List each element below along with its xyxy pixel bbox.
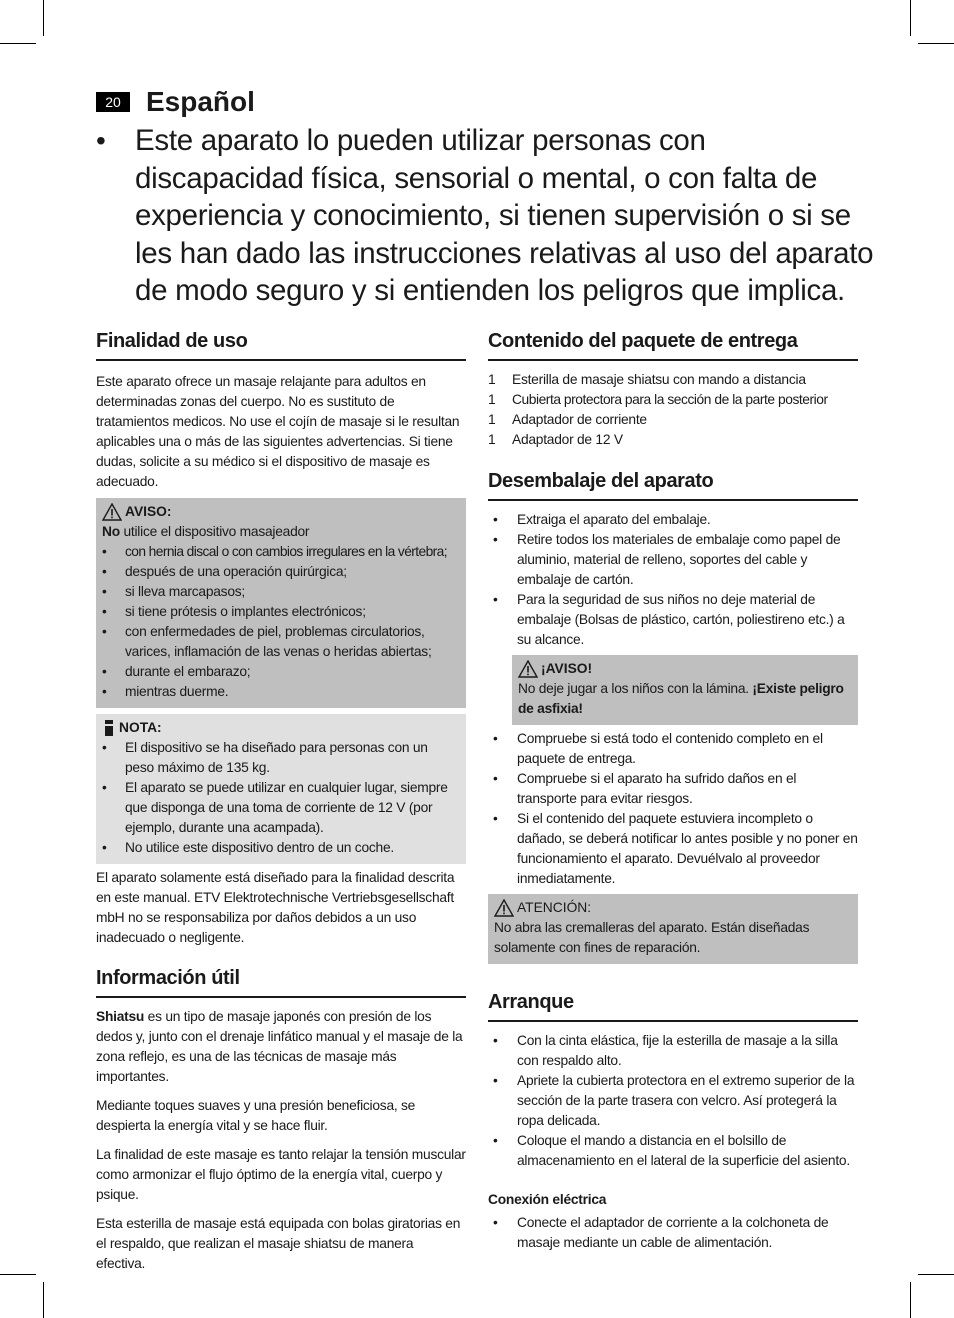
page-number: 20 [96,92,130,112]
section-title-unpacking: Desembalaje del aparato [488,468,858,501]
item-text: Adaptador de 12 V [512,432,623,447]
unpack-list [488,510,858,650]
list-item: • No utilice este dispositivo dentro de un coche. [102,838,460,858]
list-item: • El dispositivo se ha diseñado para personas con un peso máximo de 135 kg. [102,738,460,778]
bullet-dot: • [96,125,106,156]
aviso-lead-rest: utilice el dispositivo masajeador [119,524,310,539]
list-item [488,430,858,450]
section-title-purpose: Finalidad de uso [96,328,466,361]
shiatsu-bold: Shiatsu [96,1009,145,1024]
useful-paragraph: La finalidad de este masaje es tanto relajar la tensión muscular como armonizar el flujo óptimo de la energía vital, cuerpo y psique. [96,1147,466,1202]
aviso-lead-bold: No [102,524,120,539]
item-quantity: 1 [488,412,496,427]
list-item: • Si el contenido del paquete estuviera incompleto o dañado, se deberá notificar lo antes posible y no poner en funcionamiento el aparato. Devuélvalo al proveedor inmediatamente. [488,809,858,889]
atencion-heading [494,898,852,918]
list-item: • con hernia discal o con cambios irregulares en la vértebra; [102,542,460,562]
useful-paragraph: Mediante toques suaves y una presión beneficiosa, se despierta la energía vital y se hace fluir. [96,1098,416,1133]
list-item: • El aparato se puede utilizar en cualquier lugar, siempre que disponga de una toma de corriente de 12 V (por ejemplo, durante una acampada). [102,778,460,838]
left-column [96,328,466,1274]
list-item: • si lleva marcapasos; [102,582,460,602]
aviso-asfixia-text [518,679,852,719]
crop-mark [0,1274,36,1275]
info-icon [102,719,116,737]
power-connection-list [488,1213,858,1253]
crop-mark [918,43,954,44]
intro-bullet-text: Este aparato lo pueden utilizar personas con discapacidad física, sensorial o mental, o con falta de experiencia y conocimiento, si tienen supervisión o si se les han dado las instrucciones relativas al uso del aparato de modo seguro y si entienden los peligros que implica. [135,124,874,307]
item-text: Adaptador de corriente [512,412,647,427]
list-item: • mientras duerme. [102,682,460,702]
list-item [488,370,858,390]
list-item: • Apriete la cubierta protectora en el extremo superior de la sección de la parte trasera con velcro. Así protegerá la ropa delicada. [488,1071,858,1131]
crop-mark [910,1282,911,1318]
list-item: • Retire todos los materiales de embalaje como papel de aluminio, material de relleno, soportes del cable y embalaje de cartón. [488,530,858,590]
aviso-asfixia-plain: No deje jugar a los niños con la lámina. [518,681,753,696]
unpack-list-2 [488,729,858,889]
list-item: • Compruebe si el aparato ha sufrido daños en el transporte para evitar riesgos. [488,769,858,809]
list-item [488,410,858,430]
list-item: • Compruebe si está todo el contenido completo en el paquete de entrega. [488,729,858,769]
list-item: • Extraiga el aparato del embalaje. [488,510,858,530]
item-text: Cubierta protectora para la sección de la parte posterior [512,392,828,407]
warning-icon [518,660,538,678]
item-quantity: 1 [488,432,496,447]
list-item: • durante el embarazo; [102,662,460,682]
atencion-text: No abra las cremalleras del aparato. Están diseñadas solamente con fines de reparación. [494,920,810,955]
list-item [488,390,858,410]
aviso-asfixia-heading-text: ¡AVISO! [541,661,593,676]
list-item: • Con la cinta elástica, fije la esterilla de masaje a la silla con respaldo alto. [488,1031,858,1071]
item-quantity: 1 [488,392,496,407]
section-title-useful-info: Información útil [96,965,466,998]
crop-mark [0,43,36,44]
list-item: • Para la seguridad de sus niños no deje material de embalaje (Bolsas de plástico, cartón, poliestireno etc.) a su alcance. [488,590,858,650]
warning-icon [494,899,514,917]
aviso-heading [102,502,460,522]
warning-icon [102,503,122,521]
language-heading: Español [146,86,255,117]
item-text: Esterilla de masaje shiatsu con mando a distancia [512,372,806,387]
purpose-text: Este aparato ofrece un masaje relajante para adultos en determinadas zonas del cuerpo. No es sustituto de tratamientos medicos. No use el cojín de masaje si le resultan aplicables una o más de las siguientes advertencias. Si tiene dudas, solicite a su médico si el dispositivo de masaje es adecuado. [96,374,460,489]
list-item: • con enfermedades de piel, problemas circulatorios, varices, inflamación de las venas o heridas abiertas; [102,622,460,662]
atencion-box [488,894,858,964]
list-item: • Coloque el mando a distancia en el bolsillo de almacenamiento en el lateral de la superficie del asiento. [488,1131,858,1171]
aviso-box [96,498,466,708]
crop-mark [43,0,44,36]
list-item: • si tiene prótesis o implantes electrónicos; [102,602,460,622]
startup-list [488,1031,858,1171]
crop-mark [910,0,911,36]
nota-box [96,714,466,864]
contents-list [488,370,858,450]
nota-list [102,738,460,858]
list-item: • después de una operación quirúrgica; [102,562,460,582]
nota-heading-text: NOTA: [119,720,162,735]
aviso-heading-text: AVISO: [125,504,172,519]
atencion-heading-text: ATENCIÓN: [517,900,592,915]
section-title-contents: Contenido del paquete de entrega [488,328,858,361]
purpose-note: El aparato solamente está diseñado para la finalidad descrita en este manual. ETV Elektrotechnische Vertriebsgesellschaft mbH no se responsabiliza por daños debidos a un uso inadecuado o negligente. [96,870,455,945]
shiatsu-text [96,1007,466,1087]
aviso-lead [102,522,460,542]
power-connection-heading: Conexión eléctrica [488,1192,607,1207]
aviso-asfixia-box [512,655,858,725]
aviso-asfixia-heading [518,659,852,679]
right-column [488,328,858,1253]
section-title-startup: Arranque [488,989,858,1022]
aviso-asfixia-bold: ¡Existe peligro de asfixia! [518,681,844,716]
aviso-list [102,542,460,702]
nota-heading [102,718,460,738]
shiatsu-rest: es un tipo de masaje japonés con presión de los dedos y, junto con el drenaje linfático manual y el masaje de la zona reflejo, es una de las técnicas de masaje más importantes. [96,1009,463,1084]
item-quantity: 1 [488,372,496,387]
crop-mark [43,1282,44,1318]
list-item: • Conecte el adaptador de corriente a la colchoneta de masaje mediante un cable de alimentación. [488,1213,858,1253]
useful-paragraph: Esta esterilla de masaje está equipada con bolas giratorias en el respaldo, que realizan el masaje shiatsu de manera efectiva. [96,1216,461,1271]
crop-mark [918,1274,954,1275]
